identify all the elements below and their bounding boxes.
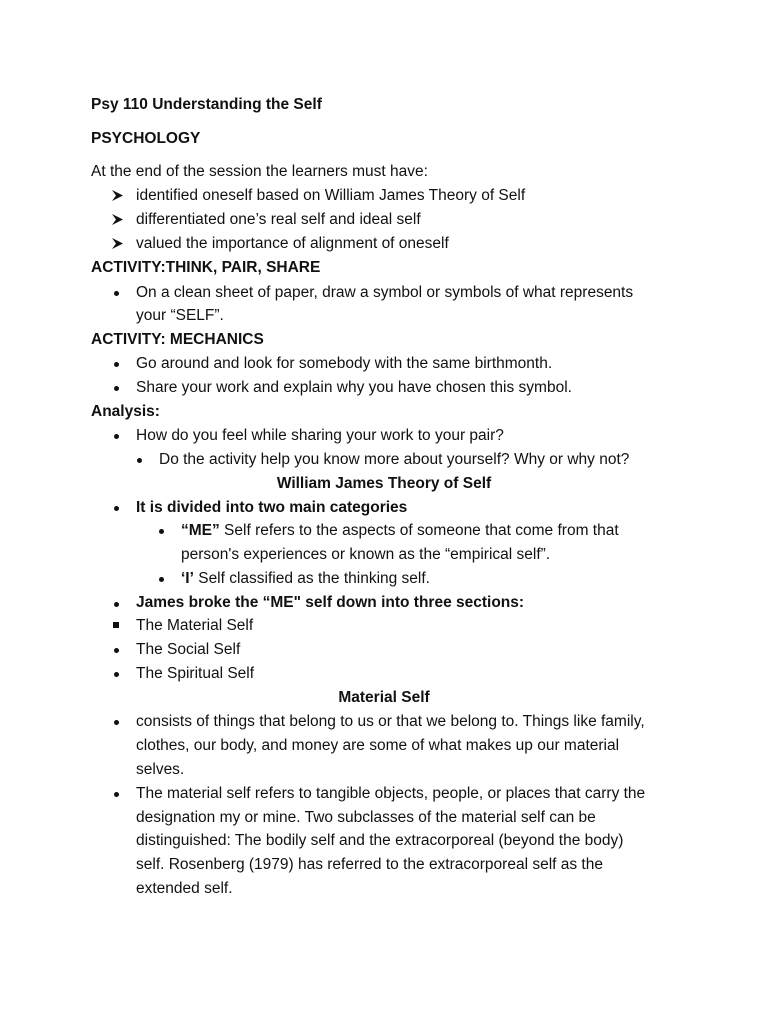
section-item: The Material Self (136, 617, 254, 634)
section-item: The Social Self (136, 641, 241, 658)
material-p1-line: clothes, our body, and money are some of what makes up our material (136, 737, 620, 754)
material-p1-line: selves. (136, 761, 185, 778)
me-text: Self refers to the aspects of someone that come from that (219, 522, 619, 539)
analysis-heading: Analysis: (91, 403, 160, 420)
me-self-line: person's experiences or known as the “empirical self”. (181, 546, 551, 563)
activity1-text-line: your “SELF”. (136, 307, 224, 324)
arrow-bullet-icon (111, 237, 124, 250)
material-p2-line: extended self. (136, 880, 233, 897)
arrow-bullet-icon (111, 213, 124, 226)
i-self-line (181, 569, 430, 589)
material-p2-line: designation my or mine. Two subclasses of the material self can be (136, 809, 596, 826)
me-term: “ME” (181, 522, 220, 539)
me-self-line (181, 521, 619, 541)
bullet-icon (114, 506, 119, 511)
material-p1-line: consists of things that belong to us or that we belong to. Things like family, (136, 713, 645, 730)
square-bullet-icon (113, 622, 119, 628)
course-title: Psy 110 Understanding the Self (91, 96, 322, 113)
i-term: ‘I’ (181, 570, 194, 587)
bullet-icon (137, 458, 142, 463)
activity1-text-line: On a clean sheet of paper, draw a symbol or symbols of what represents (136, 284, 634, 301)
theory-broke: James broke the “ME" self down into three sections: (136, 594, 525, 611)
material-heading: Material Self (338, 689, 430, 706)
activity2-item: Share your work and explain why you have chosen this symbol. (136, 379, 572, 396)
material-p2-line: self. Rosenberg (1979) has referred to the extracorporeal self as the (136, 856, 603, 873)
i-text: Self classified as the thinking self. (193, 570, 430, 587)
objective-item: identified oneself based on William James Theory of Self (136, 187, 526, 204)
bullet-icon (114, 720, 119, 725)
objective-item: valued the importance of alignment of oneself (136, 235, 449, 252)
objectives-intro: At the end of the session the learners must have: (91, 163, 428, 180)
bullet-icon (114, 362, 119, 367)
bullet-icon (114, 291, 119, 296)
bullet-icon (114, 434, 119, 439)
bullet-icon (159, 529, 164, 534)
subject-heading: PSYCHOLOGY (91, 130, 201, 147)
analysis-question: How do you feel while sharing your work to your pair? (136, 427, 504, 444)
arrow-bullet-icon (111, 189, 124, 202)
objective-item: differentiated one’s real self and ideal self (136, 211, 421, 228)
bullet-icon (159, 577, 164, 582)
activity2-heading: ACTIVITY: MECHANICS (91, 331, 264, 348)
analysis-question: Do the activity help you know more about yourself? Why or why not? (159, 451, 630, 468)
theory-heading: William James Theory of Self (276, 475, 492, 492)
material-p2-line: distinguished: The bodily self and the extracorporeal (beyond the body) (136, 832, 624, 849)
bullet-icon (114, 648, 119, 653)
bullet-icon (114, 792, 119, 797)
bullet-icon (114, 386, 119, 391)
theory-divided: It is divided into two main categories (136, 499, 408, 516)
activity1-heading: ACTIVITY:THINK, PAIR, SHARE (91, 259, 321, 276)
bullet-icon (114, 602, 119, 607)
activity2-item: Go around and look for somebody with the same birthmonth. (136, 355, 553, 372)
material-p2-line: The material self refers to tangible objects, people, or places that carry the (136, 785, 646, 802)
bullet-icon (114, 672, 119, 677)
section-item: The Spiritual Self (136, 665, 255, 682)
